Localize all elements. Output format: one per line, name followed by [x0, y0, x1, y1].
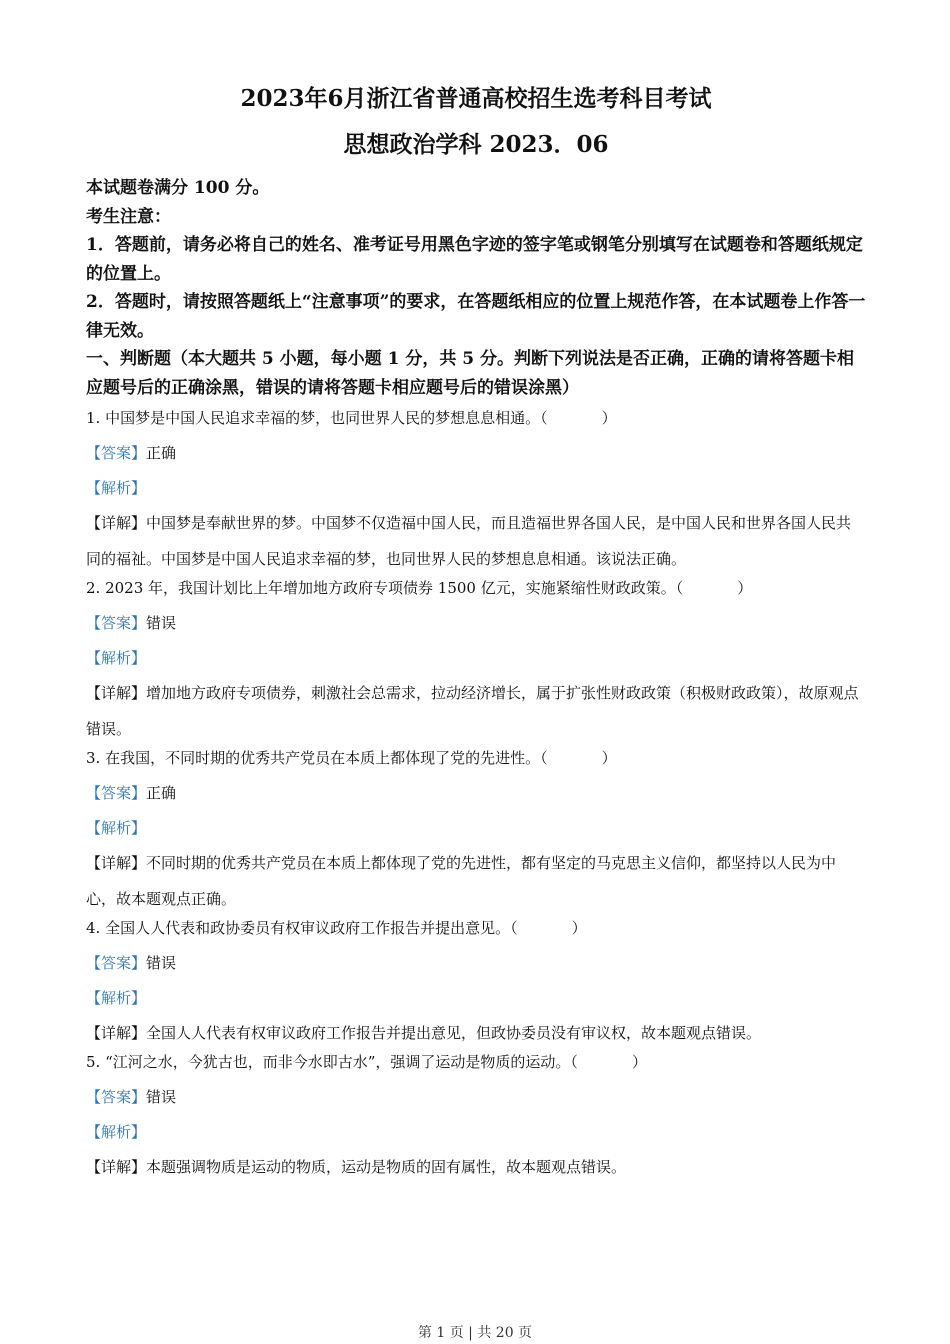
page-footer: 第 1 页 | 共 20 页	[417, 1325, 533, 1341]
notice-heading: 考生注意：	[86, 206, 171, 227]
detail-paragraph	[86, 845, 866, 916]
answer-line	[86, 611, 866, 646]
detail-paragraph	[86, 1149, 866, 1184]
answer-value: 错误	[146, 954, 177, 972]
analysis-tag: 【解析】	[86, 989, 147, 1007]
answer-value: 错误	[146, 1088, 177, 1106]
answer-tag: 【答案】	[86, 954, 147, 972]
question-text: 2. 2023 年，我国计划比上年增加地方政府专项债券 1500 亿元，实施紧缩性财政政策。	[86, 579, 676, 597]
answer-line	[86, 951, 866, 986]
analysis-tag: 【解析】	[86, 479, 147, 497]
detail-tag: 【详解】	[86, 854, 147, 872]
paren-close: ）	[601, 409, 617, 427]
question-stem	[86, 406, 866, 441]
question-stem	[86, 1050, 866, 1085]
detail-text: 中国梦是奉献世界的梦。中国梦不仅造福中国人民，而且造福世界各国人民，是中国人民和世界各国人民共同的福祉。中国梦是中国人民追求幸福的梦，也同世界人民的梦想息息相通。该说法正确。	[86, 514, 852, 568]
paren-open: （	[675, 579, 684, 597]
question-stem	[86, 746, 866, 781]
exam-page	[86, 80, 866, 1184]
detail-paragraph	[86, 675, 866, 746]
analysis-tag: 【解析】	[86, 1123, 147, 1141]
answer-line	[86, 441, 866, 476]
answer-value: 错误	[146, 614, 177, 632]
paren-close: ）	[571, 919, 587, 937]
question-text: 4. 全国人人代表和政协委员有权审议政府工作报告并提出意见。	[86, 919, 511, 937]
paren-close: ）	[631, 1053, 647, 1071]
answer-tag: 【答案】	[86, 614, 147, 632]
detail-tag: 【详解】	[86, 684, 147, 702]
exam-subtitle: 思想政治学科 2023．06	[343, 131, 609, 158]
answer-line	[86, 1085, 866, 1120]
answer-tag: 【答案】	[86, 444, 147, 462]
notice-item-2: 2．答题时，请按照答题纸上“注意事项”的要求，在答题纸相应的位置上规范作答，在本试题卷上作答一律无效。	[86, 292, 866, 341]
analysis-tag: 【解析】	[86, 649, 147, 667]
answer-value: 正确	[146, 784, 177, 802]
answer-tag: 【答案】	[86, 784, 147, 802]
question-text: 3. 在我国，不同时期的优秀共产党员在本质上都体现了党的先进性。	[86, 749, 541, 767]
paren-close: ）	[601, 749, 617, 767]
paren-close: ）	[737, 579, 753, 597]
answer-line	[86, 781, 866, 816]
detail-tag: 【详解】	[86, 1024, 147, 1042]
detail-tag: 【详解】	[86, 514, 147, 532]
question-text: 1. 中国梦是中国人民追求幸福的梦，也同世界人民的梦想息息相通。	[86, 409, 541, 427]
question-stem	[86, 916, 866, 951]
section-heading: 一、判断题（本大题共 5 小题，每小题 1 分，共 5 分。判断下列说法是否正确，正确的请将答题卡相应题号后的正确涂黑，错误的请将答题卡相应题号后的错误涂黑）	[86, 349, 854, 398]
detail-text: 增加地方政府专项债券，刺激社会总需求，拉动经济增长，属于扩张性财政政策（积极财政政策），故原观点错误。	[86, 684, 859, 738]
paren-open: （	[540, 409, 548, 427]
question-stem	[86, 576, 866, 611]
score-note: 本试题卷满分 100 分。	[86, 178, 270, 198]
answer-tag: 【答案】	[86, 1088, 147, 1106]
exam-title: 2023年6月浙江省普通高校招生选考科目考试	[240, 85, 712, 112]
detail-paragraph	[86, 505, 866, 576]
detail-tag: 【详解】	[86, 1158, 147, 1176]
detail-text: 本题强调物质是运动的物质，运动是物质的固有属性，故本题观点错误。	[146, 1158, 627, 1176]
notice-item-1: 1．答题前，请务必将自己的姓名、准考证号用黑色字迹的签字笔或钢笔分别填写在试题卷和答题纸规定的位置上。	[86, 235, 863, 284]
answer-value: 正确	[146, 444, 177, 462]
paren-open: （	[570, 1053, 578, 1071]
paren-open: （	[510, 919, 518, 937]
detail-text: 不同时期的优秀共产党员在本质上都体现了党的先进性，都有坚定的马克思主义信仰，都坚持以人民为中心，故本题观点正确。	[86, 854, 837, 908]
paren-open: （	[540, 749, 548, 767]
question-text: 5. “江河之水，今犹古也，而非今水即古水”，强调了运动是物质的运动。	[86, 1053, 571, 1071]
detail-paragraph	[86, 1015, 866, 1050]
analysis-tag: 【解析】	[86, 819, 147, 837]
detail-text: 全国人人代表有权审议政府工作报告并提出意见，但政协委员没有审议权，故本题观点错误。	[146, 1024, 762, 1042]
